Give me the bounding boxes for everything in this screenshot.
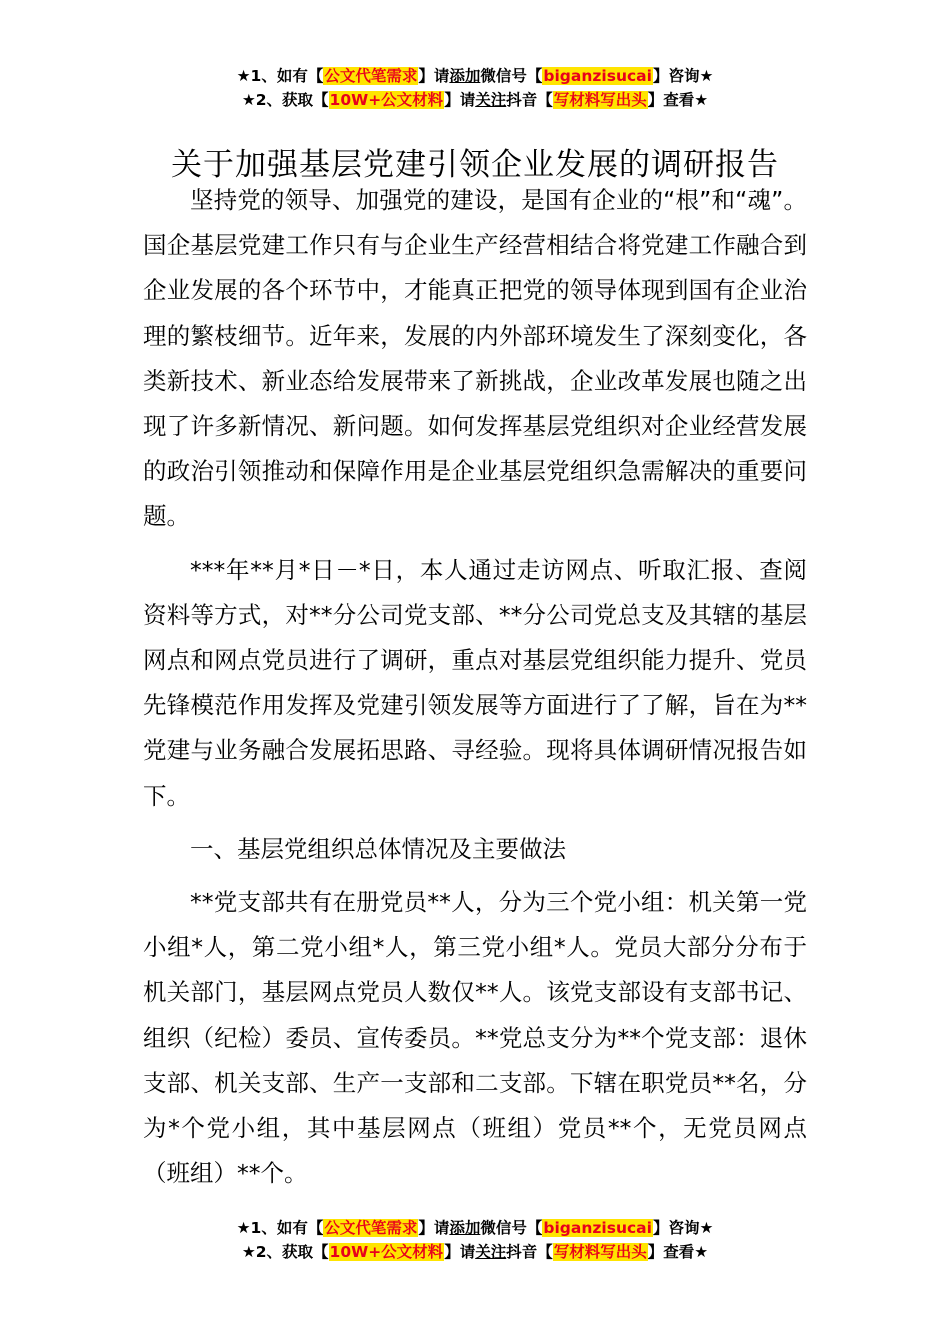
banner-text: 】咨询★ xyxy=(652,67,714,85)
banner-text: ★1、如有【 xyxy=(236,1219,324,1237)
banner-text: 】查看★ xyxy=(647,1243,709,1261)
banner-text: 抖音【 xyxy=(506,1243,553,1261)
document-title: 关于加强基层党建引领企业发展的调研报告 xyxy=(171,146,779,183)
footer-banner xyxy=(0,1216,950,1264)
banner-text: 】请 xyxy=(444,1243,476,1261)
banner-text: 微信号【 xyxy=(480,67,543,85)
banner-highlight: 写材料写出头 xyxy=(553,91,647,109)
banner-line-1 xyxy=(0,1216,950,1240)
banner-text: 】咨询★ xyxy=(652,1219,714,1237)
banner-text: ★2、获取【 xyxy=(241,91,329,109)
banner-underline: 添加 xyxy=(449,67,481,85)
banner-highlight: 写材料写出头 xyxy=(553,1243,647,1261)
banner-highlight: biganzisucai xyxy=(543,67,652,85)
banner-underline: 关注 xyxy=(475,91,507,109)
banner-line-2 xyxy=(0,88,950,112)
banner-highlight: 10W+公文材料 xyxy=(329,91,444,109)
banner-highlight: biganzisucai xyxy=(543,1219,652,1237)
banner-text: 】请 xyxy=(418,67,450,85)
paragraph-1: 坚持党的领导、加强党的建设，是国有企业的“根”和“魂”。国企基层党建工作只有与企业生产经营相结合将党建工作融合到企业发展的各个环节中，才能真正把党的领导体现到国有企业治理的繁枝细节。近年来，发展的内外部环境发生了深刻变化，各类新技术、新业态给发展带来了新挑战，企业改革发展也随之出现了许多新情况、新问题。如何发挥基层党组织对企业经营发展的政治引领推动和保障作用是企业基层党组织急需解决的重要问题。 xyxy=(143,186,807,531)
banner-line-1 xyxy=(0,64,950,88)
paragraph-3: **党支部共有在册党员**人，分为三个党小组：机关第一党小组*人，第二党小组*人，第三党小组*人。党员大部分分布于机关部门，基层网点党员人数仅**人。该党支部设有支部书记、组织（纪检）委员、宣传委员。**党总支分为**个党支部：退休支部、机关支部、生产一支部和二支部。下辖在职党员**名，分为*个党小组，其中基层网点（班组）党员**个，无党员网点（班组）**个。 xyxy=(143,888,807,1188)
banner-highlight: 10W+公文材料 xyxy=(329,1243,444,1261)
banner-text: 】请 xyxy=(444,91,476,109)
header-banner xyxy=(0,64,950,112)
banner-text: 抖音【 xyxy=(506,91,553,109)
section-heading-1: 一、基层党组织总体情况及主要做法 xyxy=(190,834,566,863)
banner-text: ★1、如有【 xyxy=(236,67,324,85)
banner-highlight: 公文代笔需求 xyxy=(324,1219,418,1237)
banner-text: ★2、获取【 xyxy=(241,1243,329,1261)
paragraph-2: ***年**月*日－*日，本人通过走访网点、听取汇报、查阅资料等方式，对**分公司党支部、**分公司党总支及其辖的基层网点和网点党员进行了调研，重点对基层党组织能力提升、党员先锋模范作用发挥及党建引领发展等方面进行了了解，旨在为**党建与业务融合发展拓思路、寻经验。现将具体调研情况报告如下。 xyxy=(143,555,807,810)
document-body xyxy=(143,178,807,1204)
banner-underline: 添加 xyxy=(449,1219,481,1237)
banner-text: 】请 xyxy=(418,1219,450,1237)
banner-line-2 xyxy=(0,1240,950,1264)
banner-text: 】查看★ xyxy=(647,91,709,109)
banner-text: 微信号【 xyxy=(480,1219,543,1237)
banner-underline: 关注 xyxy=(475,1243,507,1261)
banner-highlight: 公文代笔需求 xyxy=(324,67,418,85)
